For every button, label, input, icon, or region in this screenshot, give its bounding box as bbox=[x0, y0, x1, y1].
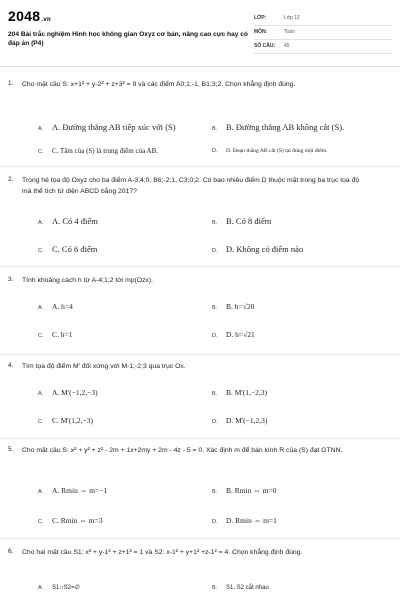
option-b[interactable] bbox=[212, 216, 271, 226]
document-meta bbox=[254, 12, 392, 54]
option-a[interactable] bbox=[38, 388, 98, 397]
option-letter: B. bbox=[212, 220, 218, 226]
option-d[interactable] bbox=[212, 516, 277, 525]
option-letter: C. bbox=[38, 519, 44, 525]
option-c[interactable] bbox=[38, 147, 158, 155]
option-c[interactable] bbox=[38, 330, 72, 339]
option-text: A. h=4 bbox=[52, 302, 73, 311]
question-divider bbox=[0, 166, 400, 167]
option-text: S1∩S2=∅ bbox=[52, 585, 80, 591]
option-text: D. h=√21 bbox=[226, 330, 255, 339]
option-letter: B. bbox=[212, 305, 218, 311]
option-c[interactable] bbox=[38, 516, 103, 525]
site-logo[interactable] bbox=[8, 8, 51, 24]
option-letter: D. bbox=[212, 148, 218, 154]
option-b[interactable] bbox=[212, 388, 267, 397]
question-number: 4. bbox=[8, 362, 14, 369]
option-d[interactable] bbox=[212, 147, 327, 154]
option-b[interactable] bbox=[212, 584, 269, 591]
option-letter: C. bbox=[38, 149, 44, 155]
question-text: Tìm tọa độ điểm M' đối xứng với M-1;-2;3 qua trục Ox. bbox=[22, 363, 186, 370]
option-b[interactable] bbox=[212, 486, 277, 495]
meta-value: Lớp 12 bbox=[284, 15, 300, 21]
option-text: A. M'(−1,2,−3) bbox=[52, 388, 98, 397]
meta-key: MÔN: bbox=[254, 29, 268, 35]
option-text: C. Rmin ⇔ m=3 bbox=[52, 516, 103, 525]
option-text: D. M'(−1,2,3) bbox=[226, 416, 268, 425]
option-letter: D. bbox=[212, 248, 218, 254]
option-letter: B. bbox=[212, 489, 218, 495]
option-b[interactable] bbox=[212, 122, 344, 132]
question-divider bbox=[0, 438, 400, 439]
option-letter: B. bbox=[212, 126, 218, 132]
option-letter: C. bbox=[38, 419, 44, 425]
option-c[interactable] bbox=[38, 244, 97, 254]
option-letter: A. bbox=[38, 585, 44, 591]
logo-text: 2048 bbox=[8, 8, 41, 24]
option-text: B. Rmin ⇔ m=0 bbox=[226, 486, 277, 495]
question-divider bbox=[0, 266, 400, 267]
question-text: Trong hệ tọa độ Oxyz cho ba điểm A-3;4;0, B6;-2;1, C3;0;2. Có bao nhiêu điểm D thuộc mặt trong ba trục tọa độ mà thể tích tứ diện ABCD bằng 2017? bbox=[22, 177, 360, 195]
question-text: Cho mặt cầu S: x+1² + y-2² + z+3² = 9 và các điểm A0;1;-1, B1;3;2. Chọn khẳng định đúng. bbox=[22, 81, 296, 88]
logo-suffix: .vn bbox=[41, 17, 51, 23]
option-a[interactable] bbox=[38, 486, 107, 495]
question-divider bbox=[0, 538, 400, 539]
header-divider bbox=[0, 66, 400, 67]
option-text: B. Có 8 điểm bbox=[226, 216, 272, 226]
question-number: 3. bbox=[8, 276, 14, 283]
option-a[interactable] bbox=[38, 122, 176, 132]
question-number: 1. bbox=[8, 80, 14, 87]
option-text: C. Tâm của (S) là trung điểm của AB. bbox=[52, 147, 159, 155]
document-title: 204 Bài trắc nghiệm Hình học không gian Oxyz cơ bản, nâng cao cực hay có đáp án (P4) bbox=[8, 31, 248, 47]
option-letter: A. bbox=[38, 220, 44, 226]
option-letter: B. bbox=[212, 391, 218, 397]
option-letter: A. bbox=[38, 391, 44, 397]
meta-key: LỚP: bbox=[254, 15, 267, 21]
option-letter: B. bbox=[212, 585, 218, 591]
option-text: A. Đường thẳng AB tiếp xúc với (S) bbox=[52, 122, 176, 132]
option-letter: C. bbox=[38, 248, 44, 254]
question-text: Cho hai mặt cầu S1: x² + y-1² + z+1² = 1 và S2: x-1² + y+1² +z-1² = 4. Chọn khẳng định đúng. bbox=[22, 549, 303, 556]
option-d[interactable] bbox=[212, 244, 303, 254]
meta-row-class bbox=[254, 12, 392, 26]
option-letter: D. bbox=[212, 519, 218, 525]
option-text: C. Có 6 điểm bbox=[52, 244, 98, 254]
option-letter: C. bbox=[38, 333, 44, 339]
question-number: 2. bbox=[8, 176, 14, 183]
meta-value: Toán bbox=[284, 29, 295, 35]
option-letter: A. bbox=[38, 126, 44, 132]
meta-row-count bbox=[254, 40, 392, 54]
option-text: A. Rmin ⇔ m=−1 bbox=[52, 486, 108, 495]
document-header bbox=[0, 0, 400, 64]
option-letter: A. bbox=[38, 489, 44, 495]
question-divider bbox=[0, 354, 400, 355]
option-a[interactable] bbox=[38, 216, 98, 226]
option-text: B. Đường thẳng AB không cắt (S). bbox=[226, 122, 345, 132]
question-number: 6. bbox=[8, 548, 14, 555]
question-text: Tính khoảng cách h từ A-4;1;2 tới mp(Ozx). bbox=[22, 277, 154, 284]
option-text: D. Đoạn thẳng AB cắt (S) tại đúng một điểm. bbox=[226, 148, 328, 154]
meta-key: SỐ CÂU: bbox=[254, 43, 276, 49]
option-a[interactable] bbox=[38, 584, 80, 591]
option-b[interactable] bbox=[212, 302, 254, 311]
option-letter: A. bbox=[38, 305, 44, 311]
option-text: A. Có 4 điểm bbox=[52, 216, 98, 226]
option-text: B. h=√20 bbox=[226, 302, 255, 311]
option-d[interactable] bbox=[212, 416, 267, 425]
option-c[interactable] bbox=[38, 416, 93, 425]
option-d[interactable] bbox=[212, 330, 255, 339]
option-text: D. Rmin ⇔ m=1 bbox=[226, 516, 277, 525]
option-letter: D. bbox=[212, 419, 218, 425]
option-text: S1, S2 cắt nhau bbox=[226, 585, 269, 591]
option-text: C. h=1 bbox=[52, 330, 73, 339]
question-number: 5. bbox=[8, 446, 14, 453]
option-text: D. Không có điểm nào bbox=[226, 244, 304, 254]
meta-value: 45 bbox=[284, 43, 290, 49]
question-text: Cho mặt cầu S: x² + y² + z² - 2m + 1x+2my + 2m - 4z - 5 = 0. Xác định m để bán kính R của (S) đạt GTNN. bbox=[22, 447, 343, 454]
option-text: B. M'(1,−2,3) bbox=[226, 388, 267, 397]
option-letter: D. bbox=[212, 333, 218, 339]
option-text: C. M'(1,2,−3) bbox=[52, 416, 93, 425]
option-a[interactable] bbox=[38, 302, 73, 311]
meta-row-subject bbox=[254, 26, 392, 40]
